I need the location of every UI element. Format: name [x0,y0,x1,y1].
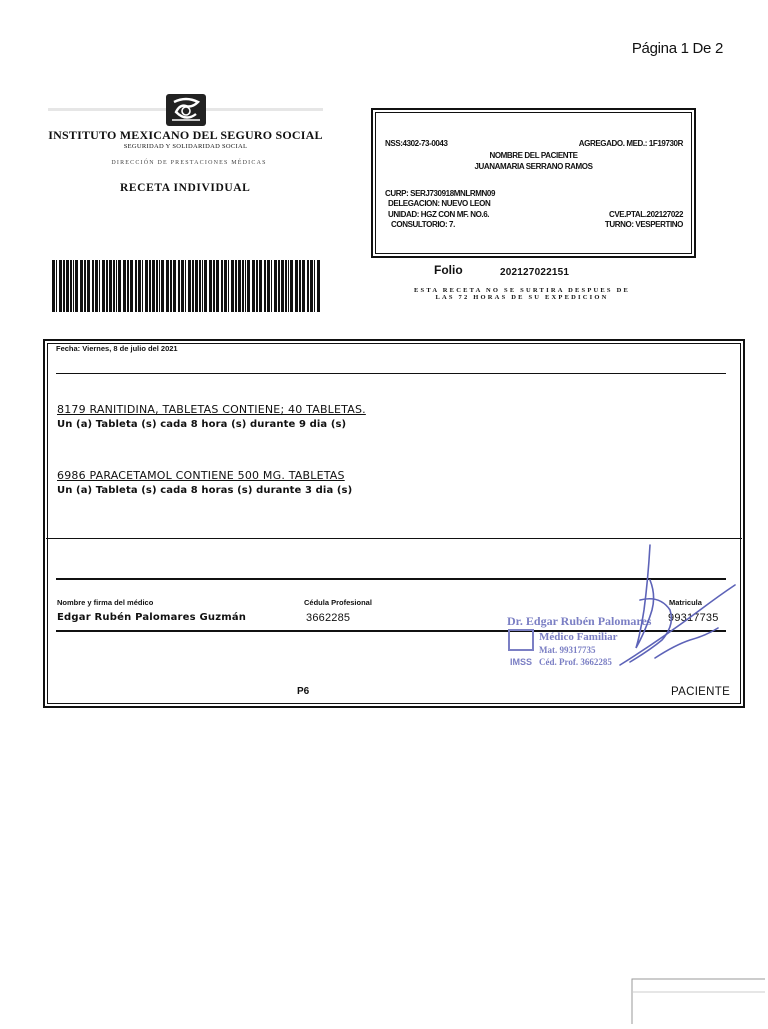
direction-label: DIRECCIÓN DE PRESTACIONES MÉDICAS [111,160,267,166]
barcode-bar [170,260,172,312]
matricula-label: Matricula [669,598,702,607]
barcode-bar [195,260,198,312]
stamp-line: Médico Familiar [539,631,618,643]
barcode-bar [281,260,284,312]
barcode-bar [178,260,180,312]
imss-logo-icon [166,94,206,126]
barcode-bar [285,260,287,312]
section-divider [46,538,742,539]
cedula-label: Cédula Profesional [304,598,372,607]
consultorio: CONSULTORIO: 7. [391,220,455,229]
barcode-bar [73,260,74,312]
folio-value: 202127022151 [500,267,570,278]
barcode-bar [99,260,100,312]
barcode-bar [102,260,105,312]
page-number: Página 1 De 2 [631,40,723,57]
barcode-bar [188,260,191,312]
barcode-bar [288,260,289,312]
doctor-name-label: Nombre y firma del médico [57,598,154,607]
agregado-medico: AGREGADO. MED.: 1F19730R [578,139,683,148]
barcode-bar [202,260,203,312]
medication-name: 6986 PARACETAMOL CONTIENE 500 MG. TABLETAS [57,469,345,482]
barcode-bar [267,260,270,312]
footer-copy: PACIENTE [671,686,731,698]
footer-code: P6 [297,686,310,697]
barcode-bar [159,260,160,312]
barcode-bar [149,260,151,312]
barcode [52,260,324,312]
barcode-bar [109,260,112,312]
barcode-bar [113,260,115,312]
barcode-bar [274,260,277,312]
medication-dose: Un (a) Tableta (s) cada 8 horas (s) durante 3 dia (s) [57,485,353,496]
barcode-bar [59,260,62,312]
barcode-bar [145,260,148,312]
barcode-bar [138,260,141,312]
doctor-signature [600,540,740,670]
barcode-bar [92,260,94,312]
patient-info-box [371,108,696,258]
barcode-bar [118,260,121,312]
barcode-bar [199,260,201,312]
barcode-bar [235,260,237,312]
matricula-value: 99317735 [668,612,719,624]
barcode-bar [247,260,250,312]
barcode-bar [152,260,155,312]
page-fragment [631,978,765,1024]
barcode-bar [181,260,184,312]
svg-text:IMSS: IMSS [510,657,533,667]
delegacion: DELEGACION: NUEVO LEON [388,199,491,208]
barcode-bar [142,260,143,312]
curp: CURP: SERJ730918MNLRMN09 [385,189,495,198]
barcode-bar [106,260,108,312]
barcode-bar [56,260,57,312]
nss: NSS:4302-73-0043 [385,139,448,148]
medication-name: 8179 RANITIDINA, TABLETAS CONTIENE; 40 TABLETAS. [57,403,366,416]
doctor-name: Edgar Rubén Palomares Guzmán [57,612,247,623]
cve-ptal: CVE.PTAL.202127022 [608,210,683,219]
validity-notice: ESTA RECETA NO SE SURTIRA DESPUES DE LAS 72 HORAS DE SU EXPEDICION [414,287,630,301]
barcode-bar [66,260,69,312]
barcode-bar [52,260,55,312]
barcode-bar [314,260,315,312]
cedula-value: 3662285 [306,612,351,624]
barcode-bar [290,260,293,312]
barcode-bar [192,260,194,312]
barcode-bar [238,260,241,312]
barcode-bar [209,260,212,312]
barcode-bar [87,260,90,312]
stamp-line: Dr. Edgar Rubén Palomares [507,614,652,628]
institution-header [48,94,323,150]
barcode-bar [242,260,244,312]
barcode-bar [252,260,255,312]
medication-dose: Un (a) Tableta (s) cada 8 hora (s) durante 9 dia (s) [57,419,347,430]
barcode-bar [70,260,72,312]
barcode-bar [224,260,227,312]
stamp-line: Céd. Prof. 3662285 [539,657,612,667]
barcode-bar [116,260,117,312]
barcode-bar [256,260,258,312]
folio-label: Folio [434,263,463,277]
barcode-bar [185,260,186,312]
barcode-bar [299,260,301,312]
barcode-bar [259,260,262,312]
institution-subtitle: SEGURIDAD Y SOLIDARIDAD SOCIAL [123,143,248,150]
barcode-bar [156,260,158,312]
barcode-bar [173,260,176,312]
barcode-bar [231,260,234,312]
patient-name: JUANAMARIA SERRANO RAMOS [474,162,593,171]
barcode-bar [166,260,169,312]
barcode-bar [307,260,309,312]
date-divider [56,373,726,374]
barcode-bar [302,260,305,312]
barcode-bar [264,260,266,312]
barcode-bar [228,260,229,312]
barcode-bar [221,260,223,312]
barcode-bar [75,260,78,312]
institution-name: INSTITUTO MEXICANO DEL SEGURO SOCIAL [48,128,323,142]
barcode-bar [130,260,133,312]
barcode-bar [161,260,164,312]
form-title: RECETA INDIVIDUAL [120,182,251,194]
barcode-bar [317,260,320,312]
barcode-bar [271,260,272,312]
barcode-bar [245,260,246,312]
barcode-bar [84,260,86,312]
barcode-bar [310,260,313,312]
barcode-bar [135,260,137,312]
barcode-bar [213,260,215,312]
stamp-line: Mat. 99317735 [539,645,596,655]
barcode-bar [295,260,298,312]
barcode-bar [127,260,129,312]
prescription-date: Fecha: Viernes, 8 de julio del 2021 [56,344,178,353]
barcode-bar [63,260,65,312]
barcode-bar [95,260,98,312]
barcode-bar [216,260,219,312]
unidad: UNIDAD: HGZ CON MF. NO.6. [388,210,490,219]
barcode-bar [123,260,126,312]
turno: TURNO: VESPERTINO [604,220,683,229]
barcode-bar [204,260,207,312]
barcode-bar [80,260,83,312]
patient-name-label: NOMBRE DEL PACIENTE [489,151,578,160]
barcode-bar [278,260,280,312]
